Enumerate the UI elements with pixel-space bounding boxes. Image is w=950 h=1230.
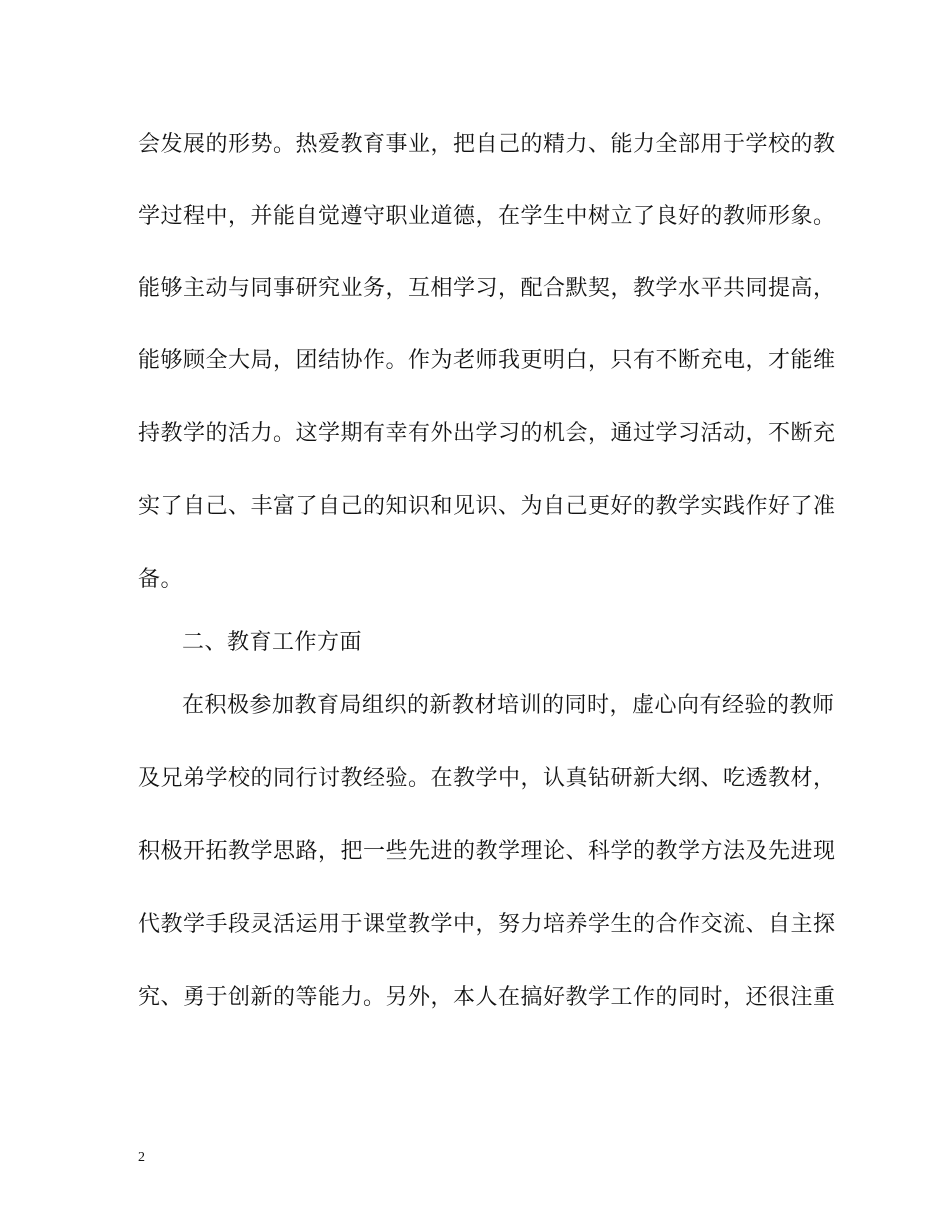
body-text-line: 持教学的活力。这学期有幸有外出学习的机会，通过学习活动，不断充 xyxy=(138,421,836,446)
body-text-line: 实了自己、丰富了自己的知识和见识、为自己更好的教学实践作好了准 xyxy=(138,494,836,519)
body-text-line: 积极开拓教学思路，把一些先进的教学理论、科学的教学方法及先进现 xyxy=(138,839,836,864)
body-text-line: 及兄弟学校的同行讨教经验。在教学中，认真钻研新大纲、吃透教材， xyxy=(138,766,836,791)
body-text-line: 代教学手段灵活运用于课堂教学中，努力培养学生的合作交流、自主探 xyxy=(138,912,836,937)
paragraph-first-line: 在积极参加教育局组织的新教材培训的同时，虚心向有经验的教师 xyxy=(182,693,835,718)
page-number: 2 xyxy=(138,1150,145,1165)
body-text-line: 会发展的形势。热爱教育事业，把自己的精力、能力全部用于学校的教 xyxy=(138,132,836,157)
body-text-line: 能够主动与同事研究业务，互相学习，配合默契，教学水平共同提高， xyxy=(138,276,836,301)
body-text-line: 学过程中，并能自觉遵守职业道德，在学生中树立了良好的教师形象。 xyxy=(138,204,836,229)
section-heading: 二、教育工作方面 xyxy=(182,630,363,655)
body-text-line: 究、勇于创新的等能力。另外，本人在搞好教学工作的同时，还很注重 xyxy=(138,985,836,1010)
body-text-line: 备。 xyxy=(138,567,184,592)
body-text-line: 能够顾全大局，团结协作。作为老师我更明白，只有不断充电，才能维 xyxy=(138,348,836,373)
